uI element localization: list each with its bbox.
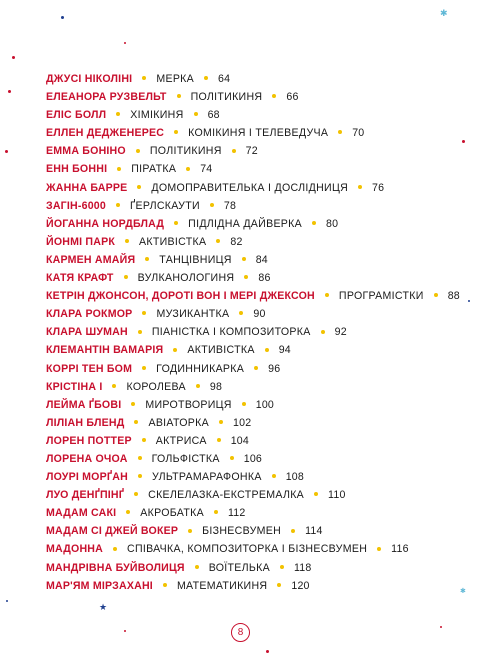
toc-entry[interactable] — [46, 378, 466, 396]
toc-entry[interactable] — [46, 251, 466, 269]
bullet-dot-icon — [272, 474, 276, 478]
entry-role: ҐЕРЛСКАУТИ — [129, 199, 200, 212]
entry-role: ХІМІКИНЯ — [130, 109, 184, 122]
entry-role: ПРОГРАМІСТКИ — [338, 290, 424, 303]
entry-name: ЙОГАННА НОРДБЛАД — [46, 217, 165, 230]
bullet-dot-icon — [113, 547, 117, 551]
bullet-dot-icon — [173, 348, 177, 352]
bullet-dot-icon — [134, 420, 138, 424]
entry-name: КРІСТІНА І — [46, 380, 103, 393]
entry-role: ПІДЛІДНА ДАЙВЕРКА — [188, 217, 303, 230]
entry-page: 80 — [326, 217, 339, 230]
bullet-dot-icon — [163, 583, 167, 587]
page-number: 8 — [237, 627, 244, 638]
toc-entry[interactable] — [46, 124, 466, 142]
toc-entry[interactable] — [46, 360, 466, 378]
entry-role: ТАНЦІВНИЦЯ — [159, 253, 232, 266]
bullet-dot-icon — [138, 456, 142, 460]
entry-role: ПІРАТКА — [131, 163, 177, 176]
bullet-dot-icon — [338, 130, 342, 134]
confetti-dot — [124, 42, 126, 44]
confetti-dot — [61, 16, 64, 19]
bullet-dot-icon — [142, 438, 146, 442]
star-icon: ✱ — [440, 9, 448, 19]
toc-entry[interactable] — [46, 142, 466, 160]
bullet-dot-icon — [377, 547, 381, 551]
bullet-dot-icon — [117, 167, 121, 171]
entry-role: ПОЛІТИКИНЯ — [190, 91, 263, 104]
confetti-dot — [12, 56, 15, 59]
entry-page: 96 — [268, 362, 281, 375]
entry-page: 74 — [200, 163, 213, 176]
entry-page: 72 — [245, 145, 258, 158]
entry-name: ЛУО ДЕНҐПІНҐ — [46, 489, 125, 502]
toc-entry[interactable] — [46, 323, 466, 341]
entry-role: ВОЇТЕЛЬКА — [208, 561, 270, 574]
confetti-dot — [124, 630, 126, 632]
bullet-dot-icon — [116, 203, 120, 207]
confetti-dot — [266, 650, 269, 653]
entry-name: ЕММА БОНІНО — [46, 145, 126, 158]
entry-name: МАР'ЯМ МІРЗАХАНІ — [46, 579, 153, 592]
entry-page: 94 — [278, 344, 291, 357]
entry-role: МАТЕМАТИКИНЯ — [176, 579, 268, 592]
entry-name: ЗАГІН-6000 — [46, 199, 106, 212]
toc-entry[interactable] — [46, 468, 466, 486]
entry-page: 76 — [372, 181, 385, 194]
toc-entry[interactable] — [46, 540, 466, 558]
bullet-dot-icon — [142, 76, 146, 80]
entry-role: СПІВАЧКА, КОМПОЗИТОРКА І БІЗНЕСВУМЕН — [127, 543, 368, 556]
entry-name: ЕНН БОННІ — [46, 163, 108, 176]
entry-name: КЛАРА РОКМОР — [46, 308, 133, 321]
toc-entry[interactable] — [46, 486, 466, 504]
bullet-dot-icon — [204, 76, 208, 80]
entry-name: КАРМЕН АМАЙЯ — [46, 253, 136, 266]
entry-name: КЛЕМАНТІН ВАМАРІЯ — [46, 344, 164, 357]
bullet-dot-icon — [242, 402, 246, 406]
entry-page: 110 — [328, 489, 346, 502]
bullet-dot-icon — [145, 257, 149, 261]
entry-role: АКТИВІСТКА — [187, 344, 255, 357]
toc-entry[interactable] — [46, 305, 466, 323]
entry-name: ЖАННА БАРРЕ — [46, 181, 128, 194]
bullet-dot-icon — [217, 438, 221, 442]
toc-entry[interactable] — [46, 179, 466, 197]
toc-entry[interactable] — [46, 215, 466, 233]
entry-role: ПОЛІТИКИНЯ — [149, 145, 222, 158]
entry-role: БІЗНЕСВУМЕН — [202, 525, 282, 538]
entry-page: 116 — [391, 543, 409, 556]
bullet-dot-icon — [210, 203, 214, 207]
toc-entry[interactable] — [46, 559, 466, 577]
entry-page: 88 — [447, 290, 460, 303]
entry-role: МУЗИКАНТКА — [156, 308, 230, 321]
entry-role: АКТРИСА — [155, 434, 207, 447]
bullet-dot-icon — [216, 239, 220, 243]
bullet-dot-icon — [142, 311, 146, 315]
bullet-dot-icon — [272, 94, 276, 98]
entry-page: 66 — [286, 91, 299, 104]
entry-page: 70 — [352, 127, 365, 140]
confetti-dot — [8, 90, 11, 93]
toc-entry[interactable] — [46, 233, 466, 251]
toc-entry[interactable] — [46, 160, 466, 178]
bullet-dot-icon — [219, 420, 223, 424]
bullet-dot-icon — [188, 529, 192, 533]
entry-role: СКЕЛЕЛАЗКА-ЕКСТРЕМАЛКА — [148, 489, 305, 502]
entry-page: 100 — [255, 398, 275, 411]
toc-entry[interactable] — [46, 106, 466, 124]
entry-page: 106 — [243, 452, 263, 465]
bullet-dot-icon — [321, 330, 325, 334]
entry-name: ЛІЛІАН БЛЕНД — [46, 416, 125, 429]
entry-name: ЕЛЛЕН ДЕДЖЕНЕРЕС — [46, 127, 165, 140]
confetti-dot — [440, 626, 442, 628]
entry-page: 64 — [218, 73, 231, 85]
entry-page: 114 — [305, 525, 323, 538]
bullet-dot-icon — [358, 185, 362, 189]
confetti-dot — [468, 300, 470, 302]
bullet-dot-icon — [125, 239, 129, 243]
toc-entry[interactable] — [46, 341, 466, 359]
bullet-dot-icon — [134, 492, 138, 496]
bullet-dot-icon — [254, 366, 258, 370]
star-icon: ✱ — [460, 587, 466, 595]
entry-name: ДЖУСІ НІКОЛІНІ — [46, 73, 133, 85]
entry-name: МАДАМ СІ ДЖЕЙ ВОКЕР — [46, 525, 179, 538]
bullet-dot-icon — [124, 275, 128, 279]
entry-role: ГОДИННИКАРКА — [156, 362, 245, 375]
bullet-dot-icon — [137, 185, 141, 189]
entry-name: ЕЛІС БОЛЛ — [46, 109, 107, 122]
entry-role: УЛЬТРАМАРАФОНКА — [151, 471, 262, 484]
entry-page: 84 — [255, 253, 268, 266]
toc-entry[interactable] — [46, 70, 466, 88]
bullet-dot-icon — [174, 221, 178, 225]
entry-role: АВІАТОРКА — [148, 416, 210, 429]
bullet-dot-icon — [126, 510, 130, 514]
bullet-dot-icon — [195, 565, 199, 569]
entry-role: ГОЛЬФІСТКА — [151, 452, 220, 465]
bullet-dot-icon — [314, 492, 318, 496]
toc-entry[interactable] — [46, 450, 466, 468]
entry-name: МАДАМ САКІ — [46, 507, 117, 520]
toc-entry[interactable] — [46, 269, 466, 287]
toc-entry[interactable] — [46, 504, 466, 522]
bullet-dot-icon — [265, 348, 269, 352]
bullet-dot-icon — [138, 330, 142, 334]
toc-entry[interactable] — [46, 577, 466, 595]
entry-name: ЛОРЕНА ОЧОА — [46, 452, 128, 465]
confetti-dot — [6, 600, 8, 602]
entry-role: КОРОЛЕВА — [126, 380, 186, 393]
bullet-dot-icon — [177, 94, 181, 98]
entry-role: АКТИВІСТКА — [139, 235, 207, 248]
bullet-dot-icon — [325, 293, 329, 297]
bullet-dot-icon — [232, 149, 236, 153]
toc-entry[interactable] — [46, 414, 466, 432]
bullet-dot-icon — [136, 149, 140, 153]
bullet-dot-icon — [280, 565, 284, 569]
confetti-dot — [5, 150, 8, 153]
bullet-dot-icon — [116, 112, 120, 116]
entry-role: ПІАНІСТКА І КОМПОЗИТОРКА — [151, 326, 311, 339]
bullet-dot-icon — [194, 112, 198, 116]
bullet-dot-icon — [174, 130, 178, 134]
entry-page: 78 — [223, 199, 237, 212]
toc-entry[interactable] — [46, 522, 466, 540]
entry-name: КЛАРА ШУМАН — [46, 326, 128, 339]
entry-name: КАТЯ КРАФТ — [46, 272, 114, 285]
entry-page: 98 — [209, 380, 223, 393]
bullet-dot-icon — [230, 456, 234, 460]
toc-entry[interactable] — [46, 197, 466, 215]
entry-name: МАДОННА — [46, 543, 104, 556]
entry-page: 90 — [253, 308, 266, 321]
bullet-dot-icon — [312, 221, 316, 225]
entry-role: МИРОТВОРИЦЯ — [145, 398, 232, 411]
entry-name: ЛОРЕН ПОТТЕР — [46, 434, 132, 447]
entry-name: КЕТРІН ДЖОНСОН, ДОРОТІ ВОН І МЕРІ ДЖЕКСОН — [46, 290, 315, 303]
toc-entry[interactable] — [46, 432, 466, 450]
entry-page: 86 — [258, 272, 271, 285]
toc-entry[interactable] — [46, 396, 466, 414]
bullet-dot-icon — [434, 293, 438, 297]
bullet-dot-icon — [291, 529, 295, 533]
entry-page: 102 — [233, 416, 252, 429]
entry-page: 120 — [291, 579, 310, 592]
bullet-dot-icon — [131, 402, 135, 406]
bullet-dot-icon — [244, 275, 248, 279]
entry-name: ЛОУРІ МОРҐАН — [46, 471, 128, 484]
bullet-dot-icon — [239, 311, 243, 315]
entry-page: 112 — [227, 507, 246, 520]
bullet-dot-icon — [112, 384, 116, 388]
toc-entry[interactable] — [46, 287, 466, 305]
entry-role: ДОМОПРАВИТЕЛЬКА І ДОСЛІДНИЦЯ — [151, 181, 349, 194]
entry-page: 104 — [230, 434, 249, 447]
entry-page: 68 — [207, 109, 220, 122]
entry-page: 118 — [293, 561, 312, 574]
bullet-dot-icon — [277, 583, 281, 587]
entry-page: 108 — [285, 471, 304, 484]
entry-role: МЕРКА — [156, 73, 195, 85]
entry-name: ЙОНМІ ПАРК — [46, 235, 116, 248]
entry-role: АКРОБАТКА — [140, 507, 204, 520]
star-icon: ★ — [99, 603, 108, 613]
bullet-dot-icon — [142, 366, 146, 370]
entry-page: 92 — [334, 326, 347, 339]
bullet-dot-icon — [186, 167, 190, 171]
page-number-badge — [231, 623, 250, 642]
entry-name: КОРРІ ТЕН БОМ — [46, 362, 133, 375]
bullet-dot-icon — [242, 257, 246, 261]
entry-role: ВУЛКАНОЛОГИНЯ — [137, 272, 235, 285]
toc-entry[interactable] — [46, 88, 466, 106]
entry-name: ЛЕЙМА ҐБОВІ — [46, 398, 122, 411]
bullet-dot-icon — [214, 510, 218, 514]
entry-name: МАНДРІВНА БУЙВОЛИЦЯ — [46, 561, 185, 574]
entry-page: 82 — [230, 235, 243, 248]
bullet-dot-icon — [196, 384, 200, 388]
bullet-dot-icon — [138, 474, 142, 478]
entry-role: КОМІКИНЯ І ТЕЛЕВЕДУЧА — [188, 127, 329, 140]
entry-name: ЕЛЕАНОРА РУЗВЕЛЬТ — [46, 91, 167, 104]
table-of-contents — [46, 70, 466, 595]
